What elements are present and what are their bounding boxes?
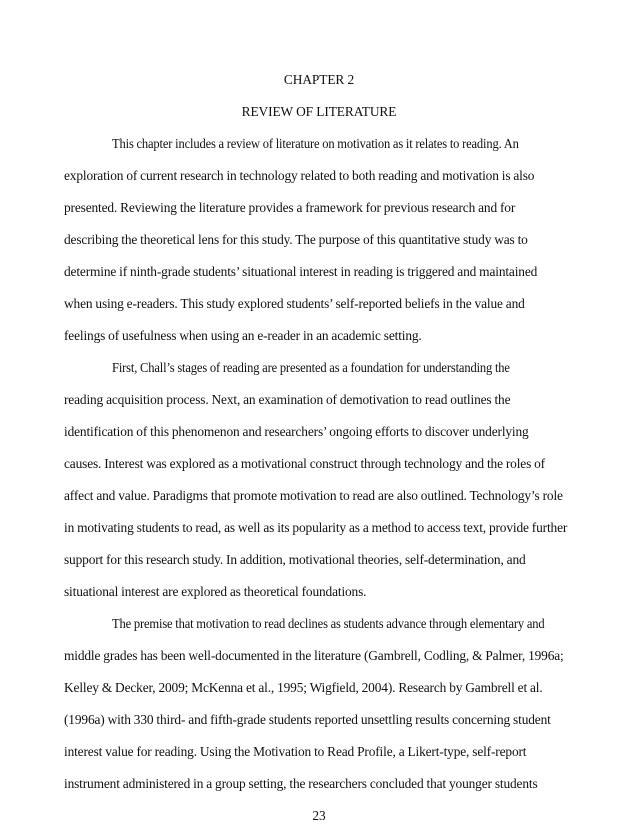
body-line: feelings of usefulness when using an e-reader in an academic setting.	[64, 328, 422, 343]
body-line: reading acquisition process. Next, an examination of demotivation to read outlines the	[64, 392, 511, 407]
page-number: 23	[312, 808, 326, 823]
body-line: First, Chall’s stages of reading are presented as a foundation for understanding the	[112, 360, 510, 375]
body-line: (1996a) with 330 third- and fifth-grade students reported unsettling results concerning student	[64, 712, 551, 727]
chapter-heading: CHAPTER 2	[283, 72, 355, 87]
body-line: determine if ninth-grade students’ situational interest in reading is triggered and maintained	[64, 264, 538, 279]
body-line: affect and value. Paradigms that promote motivation to read are also outlined. Technology’s role	[64, 488, 563, 503]
body-line: causes. Interest was explored as a motivational construct through technology and the roles of	[64, 456, 545, 471]
body-line: support for this research study. In addition, motivational theories, self-determination, and	[64, 552, 526, 567]
body-line: interest value for reading. Using the Motivation to Read Profile, a Likert-type, self-report	[64, 744, 527, 759]
body-line: when using e-readers. This study explored students’ self-reported beliefs in the value and	[64, 296, 525, 311]
body-line: This chapter includes a review of literature on motivation as it relates to reading. An	[112, 136, 519, 151]
body-line: situational interest are explored as theoretical foundations.	[64, 584, 367, 599]
body-line: The premise that motivation to read declines as students advance through elementary and	[112, 616, 545, 631]
body-line: Kelley & Decker, 2009; McKenna et al., 1995; Wigfield, 2004). Research by Gambrell et al.	[64, 680, 543, 695]
body-line: exploration of current research in technology related to both reading and motivation is also	[64, 168, 535, 183]
body-line: identification of this phenomenon and researchers’ ongoing efforts to discover underlying	[64, 424, 529, 439]
body-line: in motivating students to read, as well as its popularity as a method to access text, provide further	[64, 520, 568, 535]
body-line: describing the theoretical lens for this study. The purpose of this quantitative study was to	[64, 232, 528, 247]
body-line: middle grades has been well-documented in the literature (Gambrell, Codling, & Palmer, 1996a;	[64, 648, 564, 663]
body-line: presented. Reviewing the literature provides a framework for previous research and for	[64, 200, 516, 215]
body-line: instrument administered in a group setting, the researchers concluded that younger students	[64, 776, 538, 791]
chapter-title: REVIEW OF LITERATURE	[241, 104, 397, 119]
